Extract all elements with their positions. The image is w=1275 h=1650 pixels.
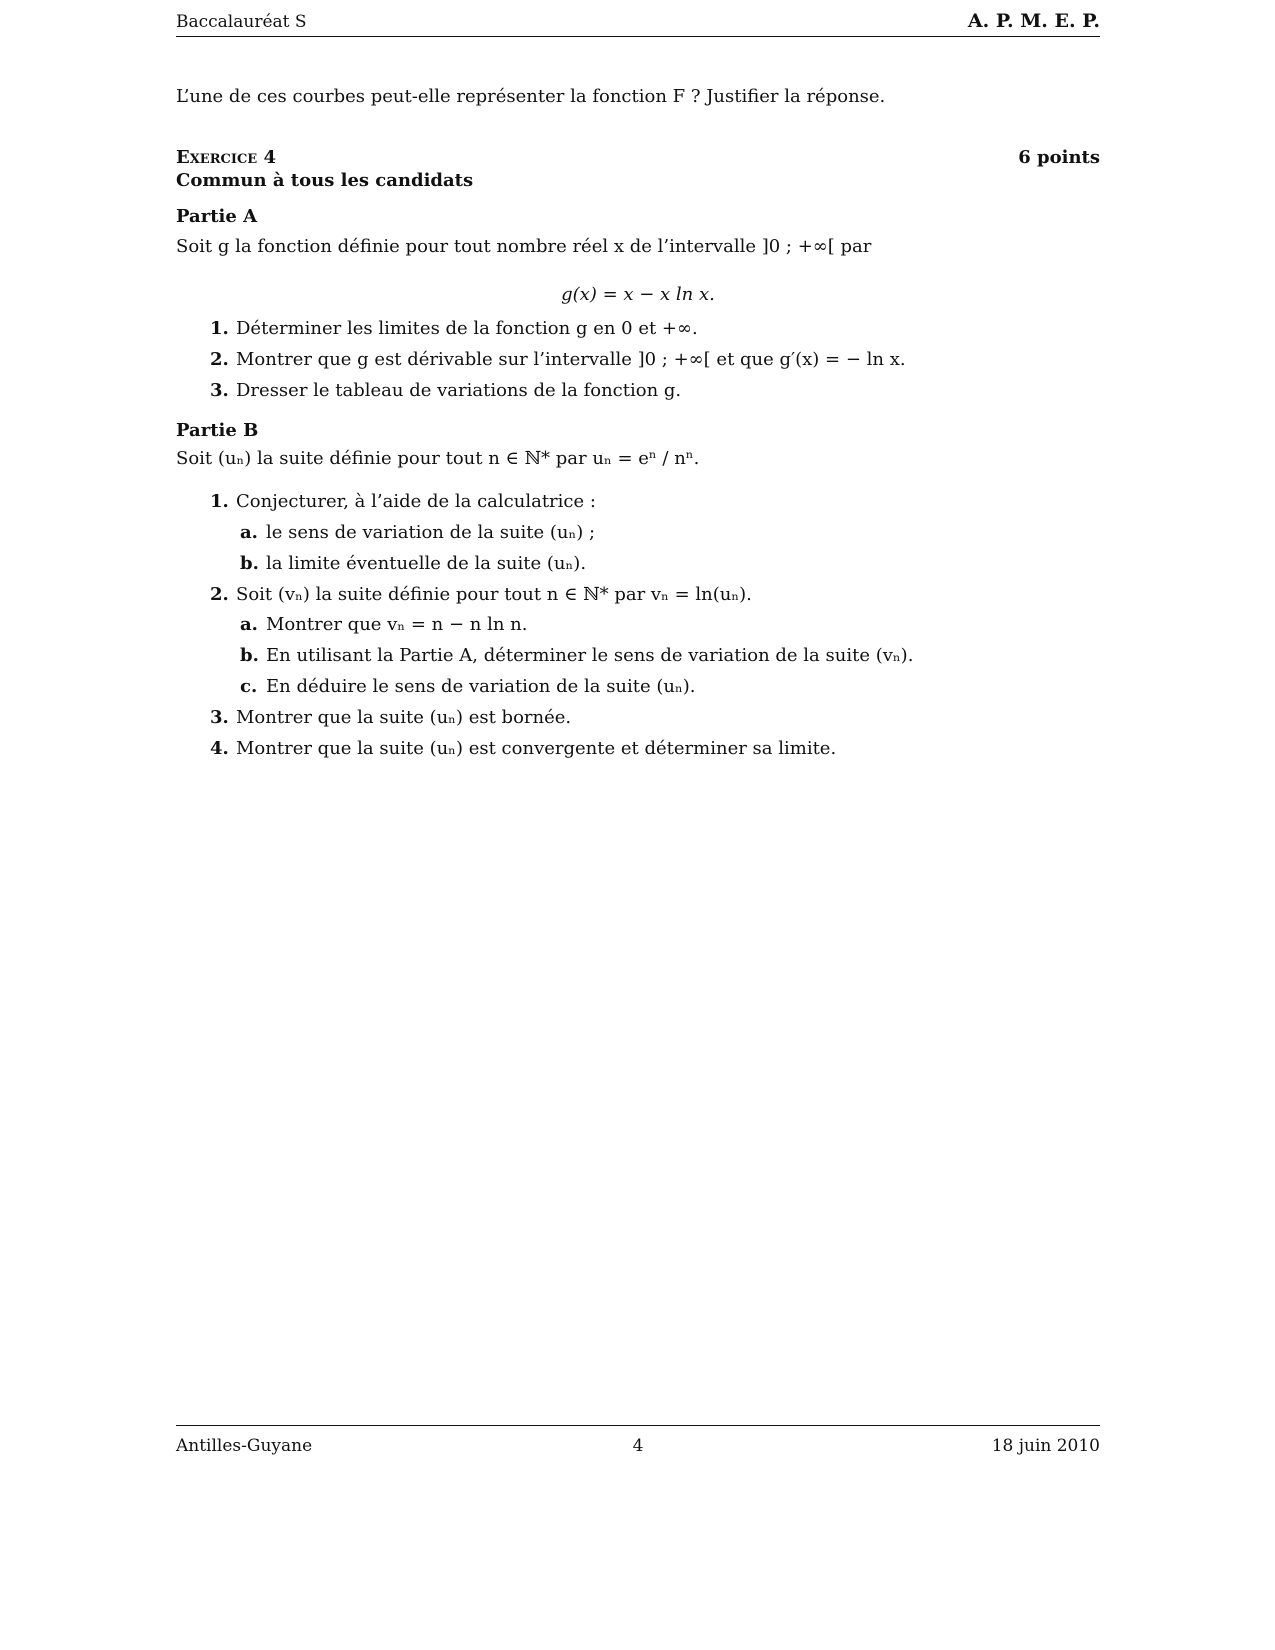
exercise-points: 6 points <box>1018 147 1100 168</box>
item-text: Montrer que la suite (uₙ) est convergente et déterminer sa limite. <box>236 738 837 759</box>
partB-intro: Soit (uₙ) la suite définie pour tout n ∈ ℕ* par uₙ = eⁿ / nⁿ. <box>176 448 700 469</box>
subitem-letter: a. <box>240 614 258 635</box>
partB-item-3 <box>210 707 571 728</box>
partA-formula-text: g(x) = x − x ln x. <box>561 284 715 305</box>
partA-item-3 <box>210 380 681 401</box>
partA-item-1 <box>210 318 698 339</box>
footer-left: Antilles-Guyane <box>176 1436 313 1456</box>
partB-item-2a <box>240 614 527 635</box>
page-footer <box>176 1425 1100 1456</box>
document-page <box>176 0 1100 1650</box>
item-text: Déterminer les limites de la fonction g en 0 et +∞. <box>236 318 698 339</box>
header-left: Baccalauréat S <box>176 12 307 32</box>
header-right: A. P. M. E. P. <box>967 10 1100 32</box>
page-header <box>176 10 1100 37</box>
item-number: 1. <box>210 491 229 512</box>
subitem-letter: b. <box>240 645 259 666</box>
exercise-title-text: Exercice 4 <box>176 147 276 168</box>
partB-item-4 <box>210 738 836 759</box>
subitem-text: le sens de variation de la suite (uₙ) ; <box>266 522 596 543</box>
subitem-letter: c. <box>240 676 258 697</box>
subitem-letter: b. <box>240 553 259 574</box>
partA-formula <box>176 284 1100 305</box>
item-text: Conjecturer, à l’aide de la calculatrice : <box>236 491 596 512</box>
subitem-text: En déduire le sens de variation de la suite (uₙ). <box>266 676 696 697</box>
item-text: Montrer que la suite (uₙ) est bornée. <box>236 707 572 728</box>
item-text: Dresser le tableau de variations de la fonction g. <box>236 380 682 401</box>
item-text: Soit (vₙ) la suite définie pour tout n ∈ ℕ* par vₙ = ln(uₙ). <box>236 584 752 605</box>
partB-item-2 <box>210 584 752 605</box>
item-number: 2. <box>210 349 229 370</box>
partA-title: Partie A <box>176 206 258 227</box>
item-number: 3. <box>210 380 229 401</box>
subitem-text: la limite éventuelle de la suite (uₙ). <box>266 553 587 574</box>
subitem-text: En utilisant la Partie A, déterminer le sens de variation de la suite (vₙ). <box>266 645 914 666</box>
item-number: 4. <box>210 738 229 759</box>
partA-item-2 <box>210 349 906 370</box>
footer-right: 18 juin 2010 <box>991 1436 1100 1456</box>
partB-item-1 <box>210 491 596 512</box>
item-number: 3. <box>210 707 229 728</box>
item-number: 2. <box>210 584 229 605</box>
item-number: 1. <box>210 318 229 339</box>
partB-item-2b <box>240 645 913 666</box>
partB-item-1b <box>240 553 586 574</box>
intro-question <box>176 86 885 107</box>
exercise-subtitle: Commun à tous les candidats <box>176 170 474 191</box>
partB-item-2c <box>240 676 696 697</box>
item-text: Montrer que g est dérivable sur l’intervalle ]0 ; +∞[ et que g′(x) = − ln x. <box>236 349 906 370</box>
partB-title: Partie B <box>176 420 259 441</box>
page-number: 4 <box>632 1436 644 1456</box>
partB-item-1a <box>240 522 595 543</box>
intro-question-text: L’une de ces courbes peut-elle représenter la fonction F ? Justifier la réponse. <box>176 86 886 107</box>
subitem-text: Montrer que vₙ = n − n ln n. <box>266 614 528 635</box>
subitem-letter: a. <box>240 522 258 543</box>
exercise-title <box>176 147 276 168</box>
partA-intro: Soit g la fonction définie pour tout nombre réel x de l’intervalle ]0 ; +∞[ par <box>176 236 872 257</box>
